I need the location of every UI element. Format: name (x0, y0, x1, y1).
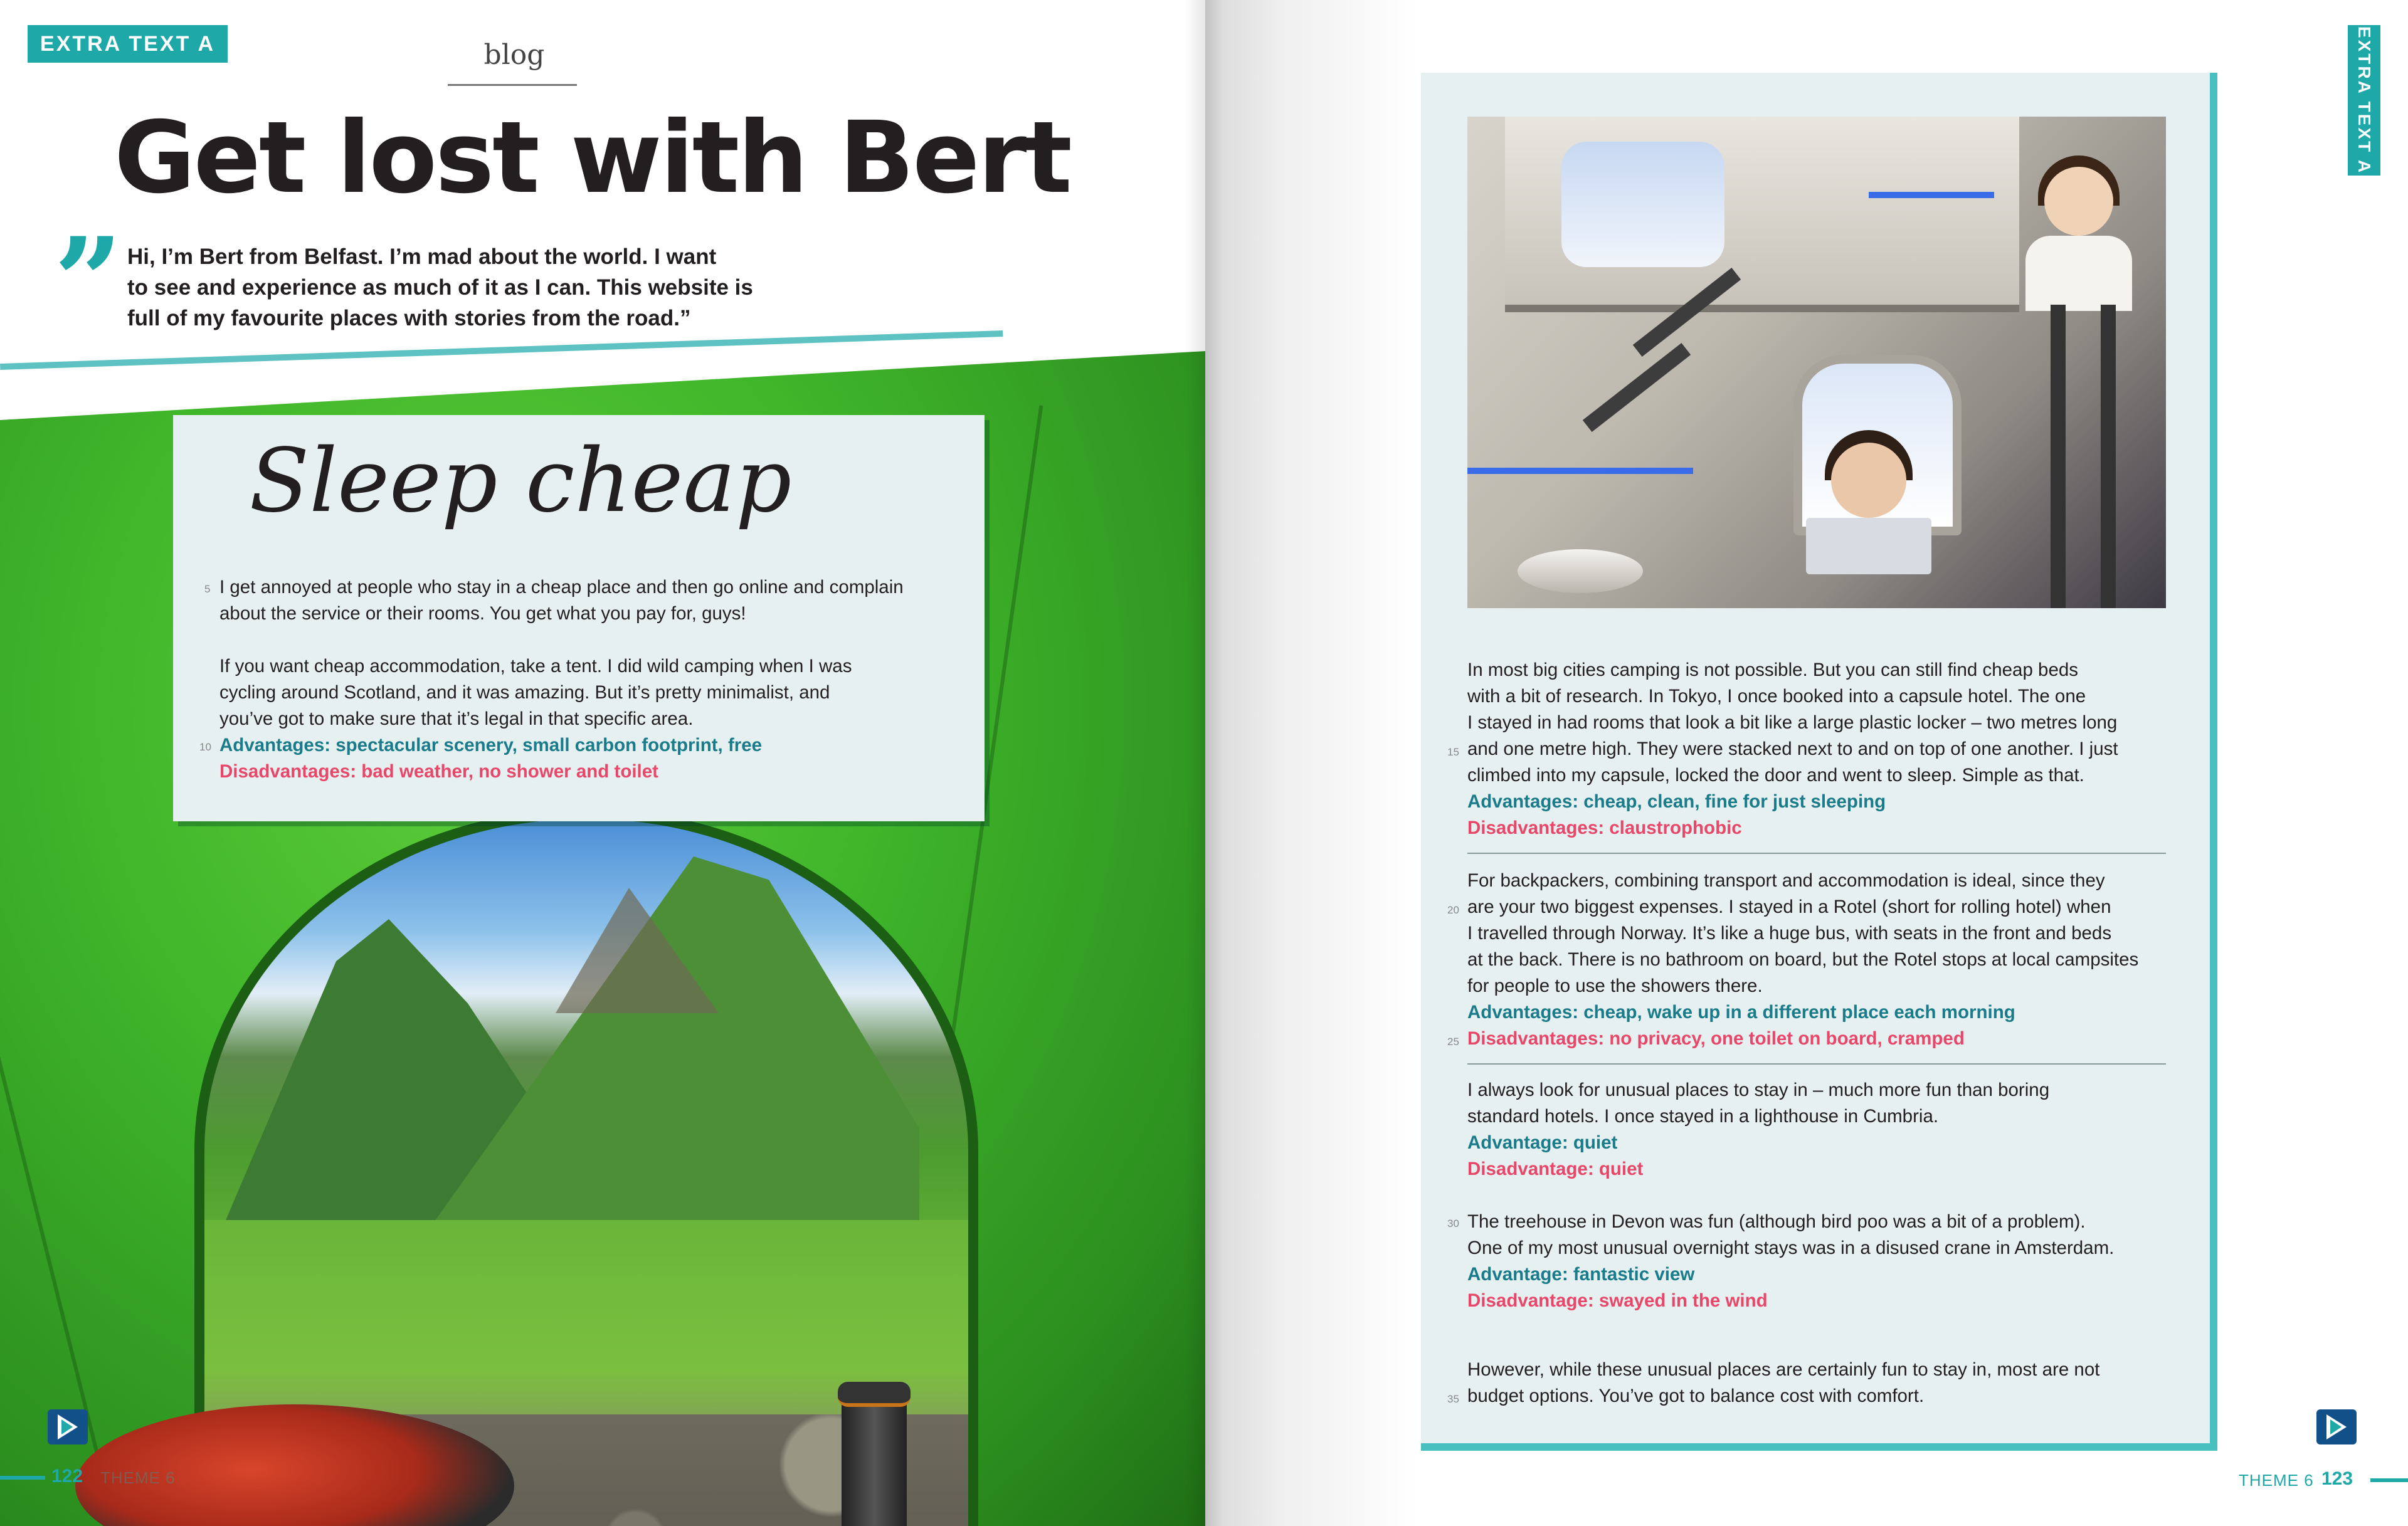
text-line: For backpackers, combining transport and accommodation is ideal, since they (1467, 870, 2105, 891)
advantages-line: Advantages: spectacular scenery, small carbon footprint, free (219, 735, 763, 755)
ladder-rail (2051, 305, 2066, 608)
line-number: 15 (1447, 746, 1459, 758)
blog-label: blog (483, 39, 545, 71)
text-line: In most big cities camping is not possible. But you can still find cheap beds (1467, 660, 2079, 680)
disadvantage-line: Disadvantage: quiet (1467, 1159, 1644, 1179)
guest-face (2044, 167, 2113, 236)
advantage-line: Advantage: quiet (1467, 1132, 1618, 1153)
page-number: 122 (51, 1466, 83, 1487)
advantage-line: Advantage: fantastic view (1467, 1264, 1695, 1285)
text-line: However, while these unusual places are certainly fun to stay in, most are not (1467, 1359, 2100, 1380)
intro-line: to see and experience as much of it as I can. This website is (127, 275, 753, 300)
disadvantages-line: Disadvantages: claustrophobic (1467, 818, 1742, 838)
text-line: at the back. There is no bathroom on board, but the Rotel stops at local campsites (1467, 949, 2139, 970)
text-line: are your two biggest expenses. I stayed in a Rotel (short for rolling hotel) when (1467, 897, 2111, 917)
treehouse-section (1467, 1209, 2182, 1314)
intro-quote (127, 241, 779, 334)
line-number: 5 (204, 583, 211, 595)
page-number: 123 (2321, 1468, 2353, 1489)
capsule-hotel-photo (1467, 117, 2166, 608)
ladder-rail (2101, 305, 2116, 608)
publisher-logo-icon (2316, 1409, 2357, 1444)
disadvantages-line: Disadvantages: no privacy, one toilet on board, cramped (1467, 1028, 1965, 1049)
stool (1518, 549, 1643, 593)
extra-text-tag: EXTRA TEXT A (28, 25, 228, 63)
quote-mark-icon: ” (54, 211, 123, 351)
guest-shirt (2025, 236, 2132, 311)
capsule-led-strip (1467, 468, 1693, 474)
publisher-logo-icon (48, 1409, 88, 1444)
text-line: for people to use the showers there. (1467, 976, 1763, 996)
gutter-shadow (1185, 0, 1223, 1526)
line-number: 20 (1447, 904, 1459, 916)
conclusion-section (1467, 1357, 2182, 1409)
line-number: 25 (1447, 1036, 1459, 1048)
text-line: I stayed in had rooms that look a bit like a large plastic locker – two metres long (1467, 712, 2118, 733)
sleep-cheap-text (219, 574, 959, 785)
section-divider (1467, 1063, 2166, 1065)
text-line: budget options. You’ve got to balance cost with comfort. (1467, 1386, 1925, 1406)
advantages-line: Advantages: cheap, wake up in a different place each morning (1467, 1002, 2015, 1023)
intro-line: Hi, I’m Bert from Belfast. I’m mad about the world. I want (127, 245, 717, 269)
advantages-line: Advantages: cheap, clean, fine for just sleeping (1467, 791, 1886, 812)
text-line: about the service or their rooms. You get what you pay for, guys! (219, 603, 746, 624)
teal-divider-line (0, 330, 1003, 370)
capsule-window (1561, 142, 1724, 267)
text-line: and one metre high. They were stacked next to and on top of one another. I just (1467, 739, 2118, 759)
text-line: I always look for unusual places to stay in – much more fun than boring (1467, 1080, 2050, 1100)
text-line: One of my most unusual overnight stays was in a disused crane in Amsterdam. (1467, 1238, 2115, 1258)
text-line: cycling around Scotland, and it was amazing. But it’s pretty minimalist, and (219, 682, 830, 703)
text-line: I travelled through Norway. It’s like a huge bus, with seats in the front and beds (1467, 923, 2112, 944)
section-title: Sleep cheap (249, 430, 792, 532)
thermos-cap (838, 1382, 911, 1407)
footer-line (2370, 1478, 2408, 1482)
guest-face (1831, 443, 1906, 518)
text-line: climbed into my capsule, locked the door and went to sleep. Simple as that. (1467, 765, 2084, 786)
line-number: 30 (1447, 1218, 1459, 1229)
extra-text-tag-label: EXTRA TEXT A (2355, 26, 2374, 175)
capsule-led-strip (1869, 192, 1994, 198)
text-line: The treehouse in Devon was fun (although bird poo was a bit of a problem). (1467, 1211, 2086, 1232)
footer-line (0, 1476, 45, 1480)
lighthouse-section (1467, 1077, 2182, 1182)
text-line: you’ve got to make sure that it’s legal in that specific area. (219, 708, 694, 729)
capsule-step (1583, 343, 1691, 432)
text-line: If you want cheap accommodation, take a tent. I did wild camping when I was (219, 656, 852, 676)
page-title: Get lost with Bert (114, 100, 1070, 216)
theme-label: THEME 6 (100, 1468, 176, 1487)
disadvantages-line: Disadvantages: bad weather, no shower and toilet (219, 761, 658, 782)
text-line: I get annoyed at people who stay in a cheap place and then go online and complain (219, 577, 904, 597)
disadvantage-line: Disadvantage: swayed in the wind (1467, 1290, 1768, 1311)
extra-text-tag-vertical (2348, 25, 2380, 176)
text-line: with a bit of research. In Tokyo, I once booked into a capsule hotel. The one (1467, 686, 2086, 707)
line-number: 35 (1447, 1393, 1459, 1405)
line-number: 10 (199, 741, 211, 753)
capsule-section (1467, 657, 2182, 841)
laptop (1806, 518, 1931, 574)
rotel-section (1467, 868, 2182, 1052)
intro-line: full of my favourite places with stories from the road.” (127, 306, 691, 330)
text-line: standard hotels. I once stayed in a lighthouse in Cumbria. (1467, 1106, 1939, 1127)
blog-underline (448, 84, 577, 86)
section-divider (1467, 853, 2166, 854)
theme-label: THEME 6 (2239, 1471, 2314, 1490)
